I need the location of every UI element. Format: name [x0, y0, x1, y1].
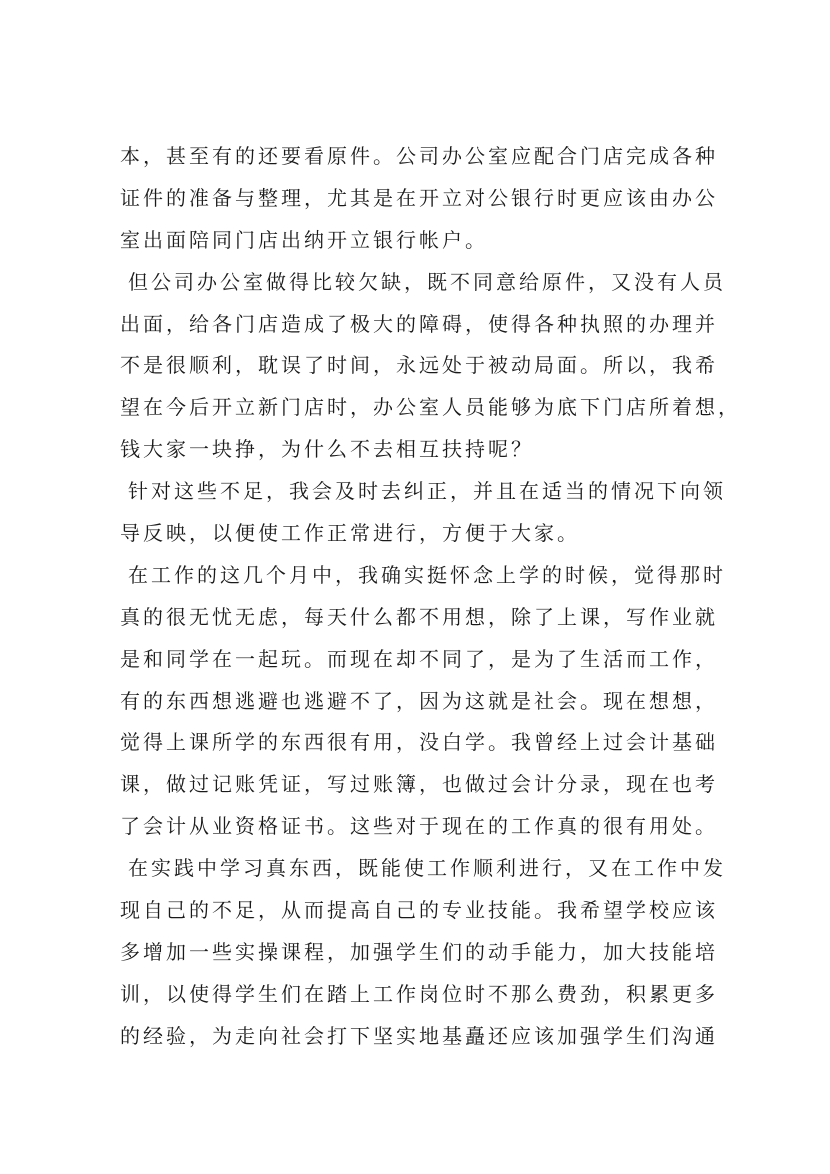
text-line: 了会计从业资格证书。这些对于现在的工作真的很有用处。 [120, 814, 718, 839]
text-line: 有的东西想逃避也逃避不了，因为这就是社会。现在想想， [120, 688, 718, 713]
document-body [120, 136, 741, 1058]
text-line: 现自己的不足，从而提高自己的专业技能。我希望学校应该 [120, 898, 718, 923]
text-line: 是和同学在一起玩。而现在却不同了，是为了生活而工作， [120, 646, 718, 671]
text-line: 多增加一些实操课程，加强学生们的动手能力，加大技能培 [120, 939, 718, 964]
text-line: 本，甚至有的还要看原件。公司办公室应配合门店完成各种 [120, 144, 718, 168]
text-line: 证件的准备与整理，尤其是在开立对公银行时更应该由办公 [120, 185, 718, 210]
paragraph-start-line: 在工作的这几个月中，我确实挺怀念上学的时候，觉得那时 [128, 562, 726, 587]
text-line: 导反映，以便使工作正常进行，方便于大家。 [120, 521, 580, 546]
text-line: 不是很顺利，耽误了时间，永远处于被动局面。所以，我希 [120, 353, 718, 378]
paragraph-start-line: 在实践中学习真东西，既能使工作顺利进行，又在工作中发 [128, 856, 726, 881]
text-line: 的经验，为走向社会打下坚实地基矗还应该加强学生们沟通 [120, 1023, 718, 1048]
text-line: 课，做过记账凭证，写过账簿，也做过会计分录，现在也考 [120, 772, 718, 797]
text-line: 钱大家一块挣，为什么不去相互扶持呢？ [120, 437, 534, 462]
text-line: 觉得上课所学的东西很有用，没白学。我曾经上过会计基础 [120, 730, 718, 755]
text-line: 训，以使得学生们在踏上工作岗位时不那么费劲，积累更多 [120, 981, 718, 1006]
text-line: 望在今后开立新门店时，办公室人员能够为底下门店所着想， [120, 395, 741, 420]
paragraph-start-line: 针对这些不足，我会及时去纠正，并且在适当的情况下向领 [128, 479, 726, 504]
text-line: 出面，给各门店造成了极大的障碍，使得各种执照的办理并 [120, 311, 718, 336]
text-line: 室出面陪同门店出纳开立银行帐户。 [120, 227, 488, 252]
text-line: 真的很无忧无虑，每天什么都不用想，除了上课，写作业就 [120, 604, 718, 629]
paragraph-start-line: 但公司办公室做得比较欠缺，既不同意给原件，又没有人员 [128, 269, 726, 294]
